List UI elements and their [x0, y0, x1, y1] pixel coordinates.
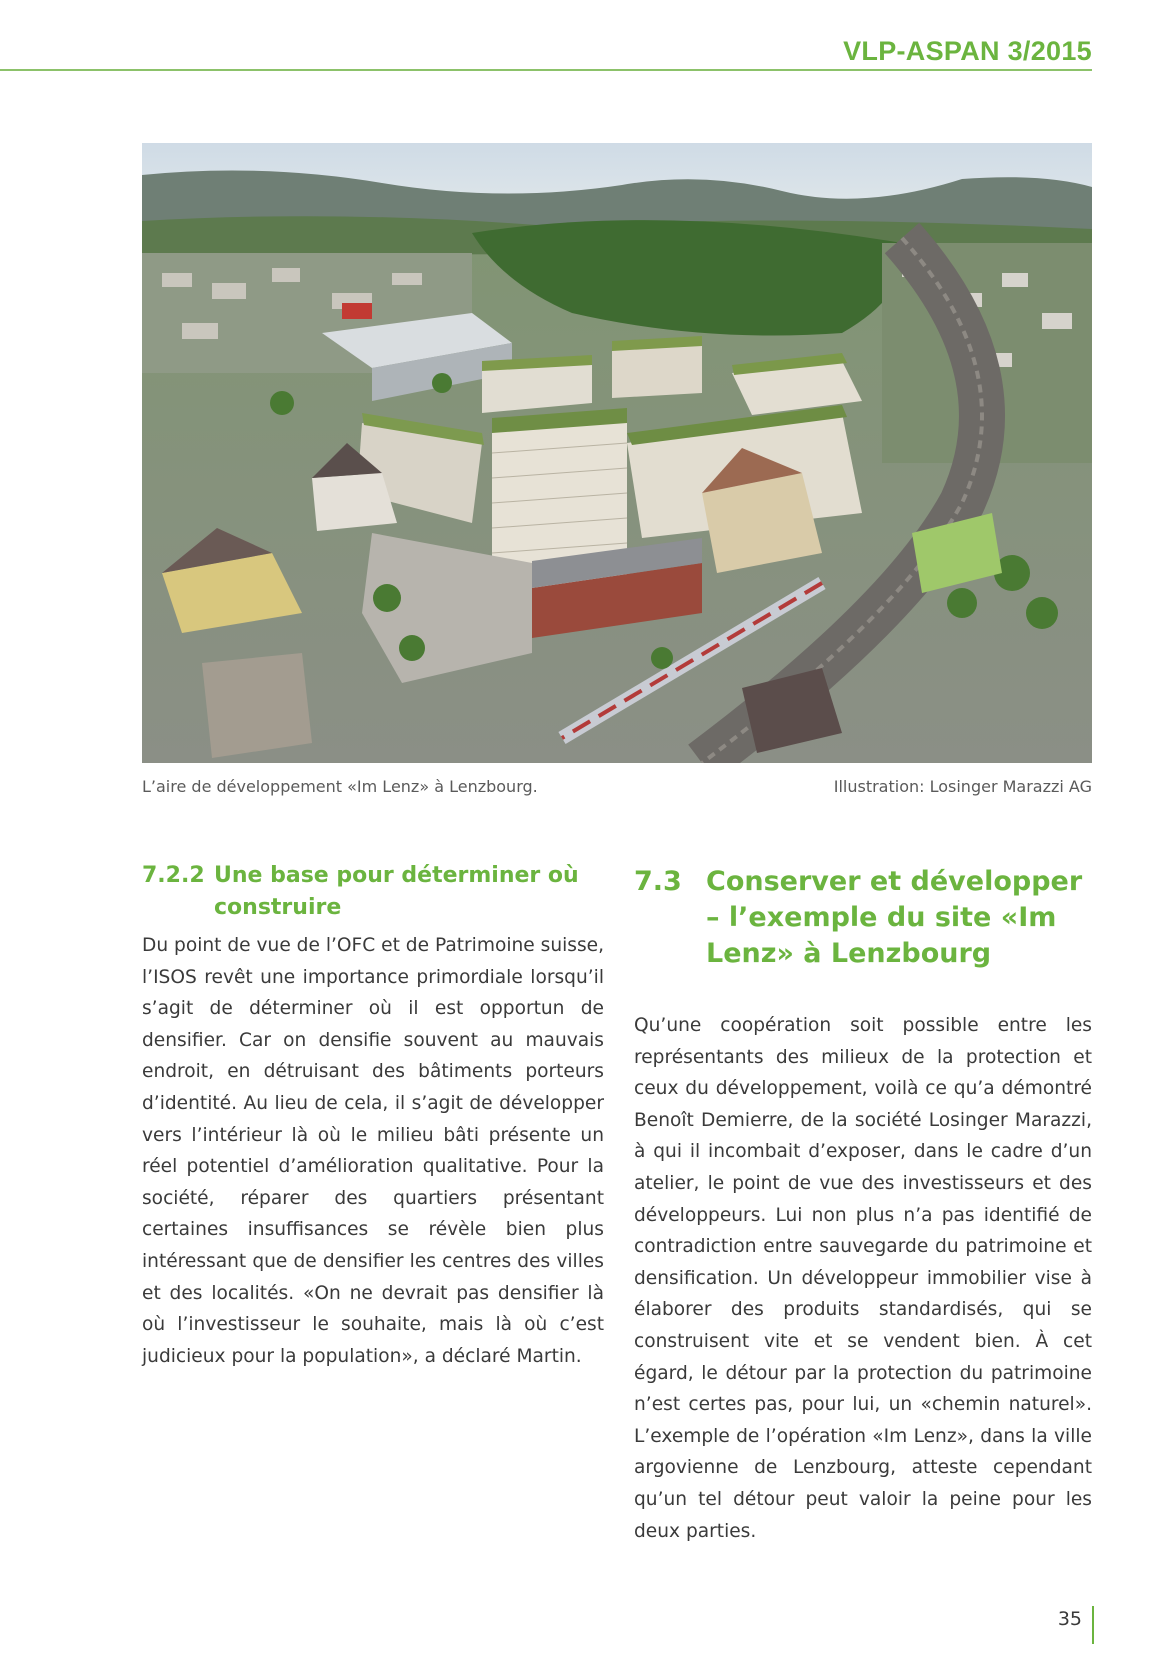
section-number: 7.2.2 — [142, 863, 205, 888]
section-heading — [634, 864, 1092, 972]
section-title: Une base pour déterminer où construire — [214, 863, 579, 920]
section-body: Du point de vue de l’OFC et de Patrimoine suisse, l’ISOS revêt une importance primordiale lorsqu’il s’agit de déterminer où il est opportun de densifier. Car on densifie souvent au mauvais endroit, en détruisant des bâtiments porteurs d’identité. Au lieu de cela, il s’agit de développer vers l’intérieur là où le milieu bâti présente un réel potentiel d’amélioration qualitative. Pour la société, réparer des quartiers présentant certaines insuffisances se révèle bien plus intéressant que de densifier les centres des villes et des localités. «On ne devrait pas densifier là où l’investisseur le souhaite, mais là où c’est judicieux pour la population», a déclaré Martin. — [142, 935, 604, 1367]
figure-caption: L’aire de développement «Im Lenz» à Lenzbourg. — [142, 777, 538, 796]
publication-title: VLP-ASPAN 3/2015 — [843, 36, 1092, 66]
section-body: Qu’une coopération soit possible entre les représentants des milieux de la protection et ceux du développement, voilà ce qu’a démontré Benoît Demierre, de la société Losinger Marazzi, à qui il incombait d’exposer, dans le cadre d’un atelier, le point de vue des investisseurs et des développeurs. Lui non plus n’a pas identifié de contradiction entre sauvegarde du patrimoine et densification. Un développeur immobilier vise à élaborer des produits standardisés, qui se construisent vite et se vendent bien. À cet égard, le détour par la protection du patrimoine n’est certes pas, pour lui, un «chemin naturel». L’exemple de l’opération «Im Lenz», dans la ville argovienne de Lenzbourg, atteste cependant qu’un tel détour peut valoir la peine pour les deux parties. — [634, 1015, 1092, 1542]
section-heading — [142, 860, 604, 924]
aerial-photo-im-lenz — [142, 143, 1092, 763]
section-7-3 — [634, 864, 1092, 1547]
page-number: 35 — [1057, 1608, 1082, 1630]
figure-credit: Illustration: Losinger Marazzi AG — [833, 777, 1092, 796]
section-7-2-2 — [142, 860, 604, 1372]
header-rule — [0, 69, 1092, 71]
section-title: Conserver et développer – l’exemple du site «Im Lenz» à Lenzbourg — [706, 866, 1083, 969]
page-number-rule — [1092, 1606, 1094, 1644]
section-number: 7.3 — [634, 866, 682, 897]
